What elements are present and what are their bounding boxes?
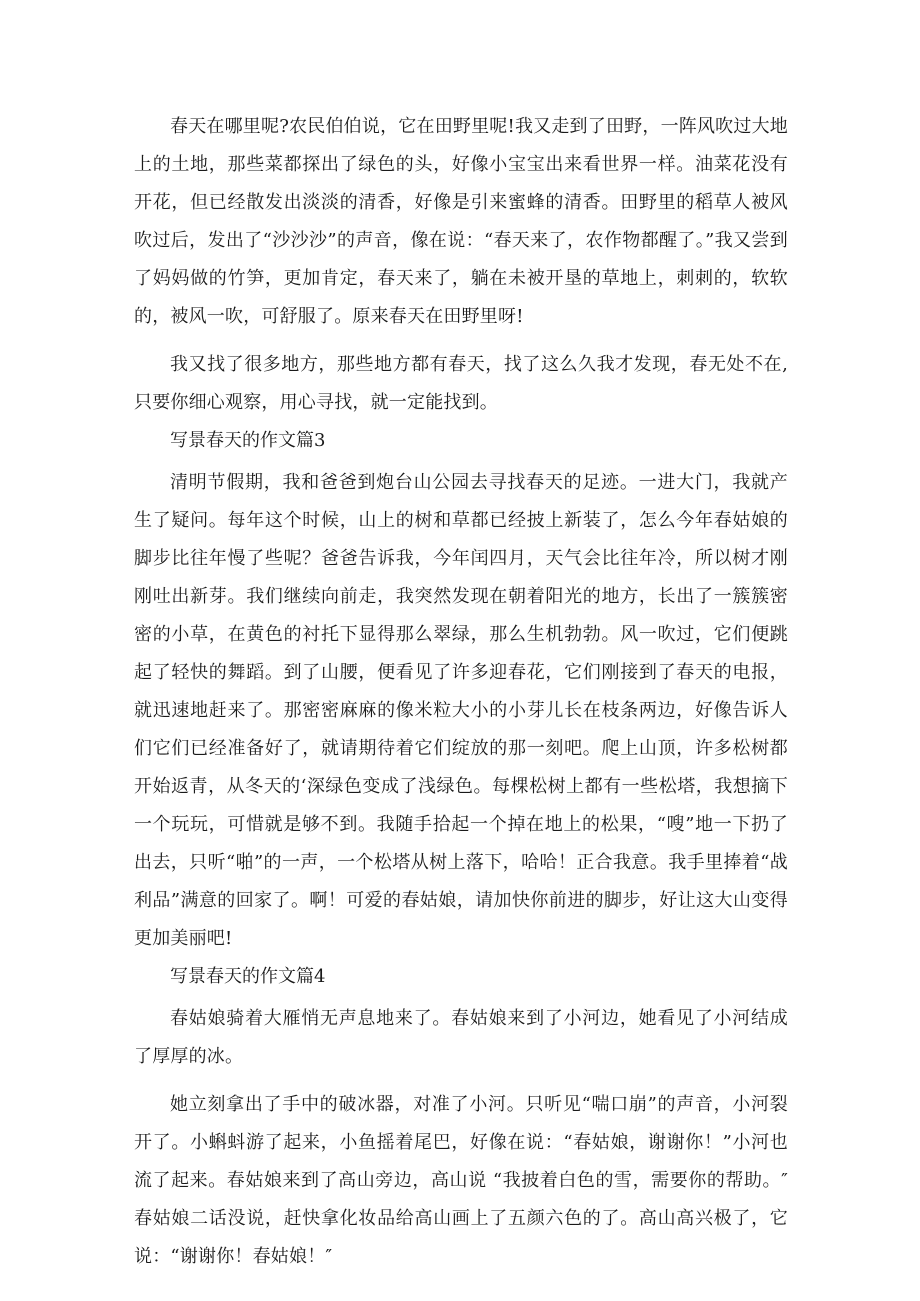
paragraph-spring-everywhere: 我又找了很多地方，那些地方都有春天，找了这么久我才发现，春无处不在,只要你细心观察，用心寻找，就一定能找到。 [134,354,788,413]
paragraph-spring-in-fields: 春天在哪里呢?农民伯伯说，它在田野里呢!我又走到了田野，一阵风吹过大地上的土地，那些菜都探出了绿色的头，好像小宝宝出来看世界一样。油菜花没有开花，但已经散发出淡淡的清香，好像是引来蜜蜂的清香。田野里的稻草人被风吹过后，发出了“沙沙沙”的声音，像在说：“春天来了，农作物都醒了。”我又尝到了妈妈做的竹笋，更加肯定，春天来了，躺在未被开垦的草地上，刺刺的，软软的，被风一吹，可舒服了。原来春天在田野里呀! [134,116,788,327]
section-4-paragraph-2: 她立刻拿出了手中的破冰器，对准了小河。只听见“喘口崩”的声音，小河裂开了。小蝌蚪游了起来，小鱼摇着尾巴，好像在说：“春姑娘，谢谢你！”小河也流了起来。春姑娘来到了高山旁边，高山说 “我披着白色的雪，需要你的帮助。″春姑娘二话没说，赶快拿化妆品给高山画上了五颜六色的了。高山高兴极了，它说：“谢谢你！春姑娘！″ [134,1094,788,1267]
section-4-heading: 写景春天的作文篇4 [170,966,326,987]
section-3-heading: 写景春天的作文篇3 [170,430,326,451]
document-page [134,108,788,1286]
section-3-paragraph: 清明节假期，我和爸爸到炮台山公园去寻找春天的足迹。一进大门，我就产生了疑问。每年这个时候，山上的树和草都已经披上新装了，怎么今年春姑娘的脚步比往年慢了些呢？爸爸告诉我，今年闰四月，天气会比往年冷，所以树才刚刚吐出新芽。我们继续向前走，我突然发现在朝着阳光的地方，长出了一簇簇密密的小草，在黄色的衬托下显得那么翠绿，那么生机勃勃。风一吹过，它们便跳起了轻快的舞蹈。到了山腰，便看见了许多迎春花，它们刚接到了春天的电报，就迅速地赶来了。那密密麻麻的像米粒大小的小芽儿长在枝条两边，好像告诉人们它们已经准备好了，就请期待着它们绽放的那一刻吧。爬上山顶，许多松树都开始返青，从冬天的‘深绿色变成了浅绿色。每棵松树上都有一些松塔，我想摘下一个玩玩，可惜就是够不到。我随手拾起一个掉在地上的松果，“嗖”地一下扔了出去，只听“啪”的一声，一个松塔从树上落下，哈哈！正合我意。我手里捧着“战利品”满意的回家了。啊！可爱的春姑娘，请加快你前进的脚步，好让这大山变得更加美丽吧! [134,472,788,949]
section-4-paragraph-1: 春姑娘骑着大雁悄无声息地来了。春姑娘来到了小河边，她看见了小河结成了厚厚的冰。 [134,1008,788,1067]
